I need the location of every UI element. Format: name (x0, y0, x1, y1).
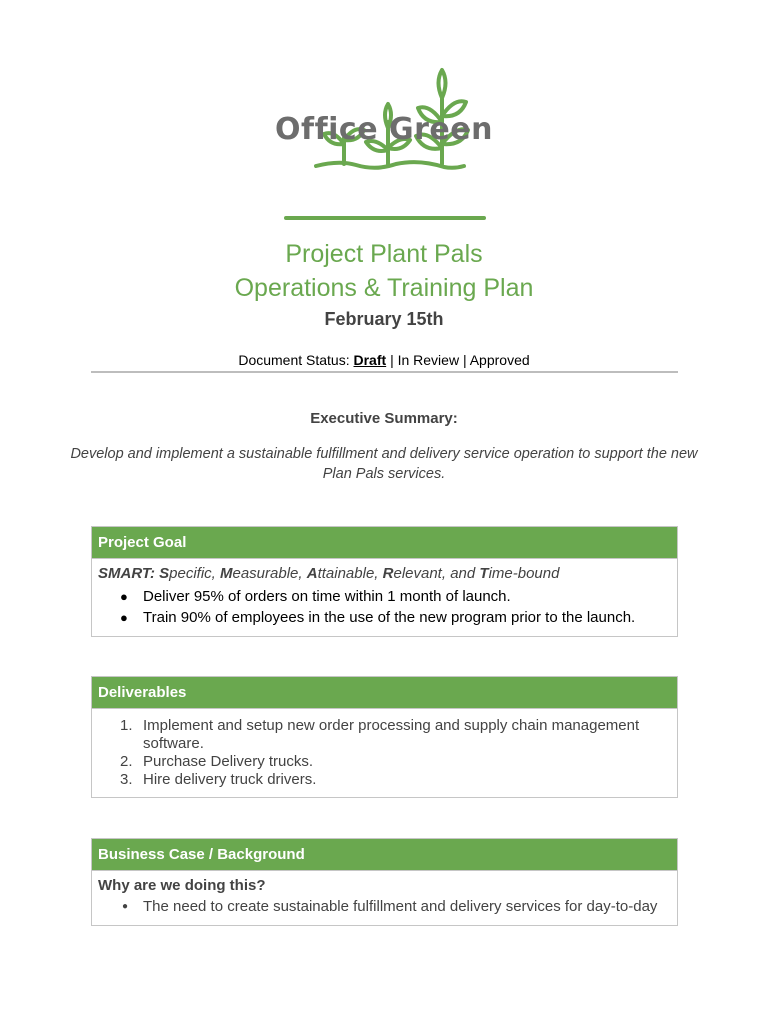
list-item (98, 771, 671, 789)
smart-letter: T (479, 565, 489, 582)
business-case-heading: Business Case / Background (92, 839, 677, 871)
status-separator: | (462, 352, 467, 368)
smart-label: SMART: (98, 565, 155, 582)
business-case-list (98, 897, 671, 917)
executive-summary-text: Develop and implement a sustainable fulfillment and delivery service operation to support the new Plan Pals services. (70, 446, 698, 482)
list-item (98, 717, 671, 753)
goal-list (98, 586, 671, 628)
deliverables-heading: Deliverables (92, 677, 677, 709)
deliverables-body (92, 709, 677, 797)
business-case-body (92, 871, 677, 925)
business-case-table (91, 838, 678, 926)
list-number: 2. (120, 753, 133, 770)
document-subtitle: Operations & Training Plan (234, 274, 534, 302)
smart-word: elevant, and (393, 565, 476, 582)
smart-word: ime-bound (488, 565, 560, 582)
list-text: Implement and setup new order processing and supply chain management software. (143, 717, 640, 752)
status-label: Document Status: (238, 352, 350, 368)
logo-underline (284, 216, 486, 220)
document-date: February 15th (324, 309, 444, 329)
list-text: Hire delivery truck drivers. (143, 771, 317, 788)
smart-word: ttainable, (317, 565, 379, 582)
smart-word: easurable, (232, 565, 303, 582)
status-approved[interactable]: Approved (469, 352, 530, 368)
status-in-review[interactable]: In Review (397, 352, 460, 368)
list-item (98, 753, 671, 771)
deliverables-list (98, 717, 671, 789)
executive-summary-heading: Executive Summary: (310, 410, 458, 427)
project-goal-table (91, 526, 678, 637)
document-status (0, 352, 768, 368)
smart-criteria (98, 565, 671, 583)
document-title: Project Plant Pals (285, 240, 483, 268)
list-text: Purchase Delivery trucks. (143, 753, 314, 770)
project-goal-heading: Project Goal (92, 527, 677, 559)
smart-word: pecific, (169, 565, 216, 582)
smart-letter: S (159, 565, 170, 582)
list-item: ● The need to create sustainable fulfillment and delivery services for day-to-day (98, 897, 671, 917)
smart-letter: M (220, 565, 233, 582)
deliverables-table (91, 676, 678, 798)
smart-letter: R (382, 565, 394, 582)
list-item: ● Train 90% of employees in the use of the new program prior to the launch. (98, 607, 671, 628)
list-item: ● Deliver 95% of orders on time within 1 month of launch. (98, 586, 671, 607)
list-number: 3. (120, 771, 133, 788)
business-case-question: Why are we doing this? (98, 877, 266, 894)
status-draft[interactable]: Draft (353, 352, 387, 368)
logo-wordmark: Office Green (275, 112, 493, 147)
horizontal-divider (91, 371, 678, 373)
smart-letter: A (306, 565, 318, 582)
status-separator: | (390, 352, 394, 368)
project-goal-body (92, 559, 677, 636)
list-number: 1. (120, 717, 133, 734)
